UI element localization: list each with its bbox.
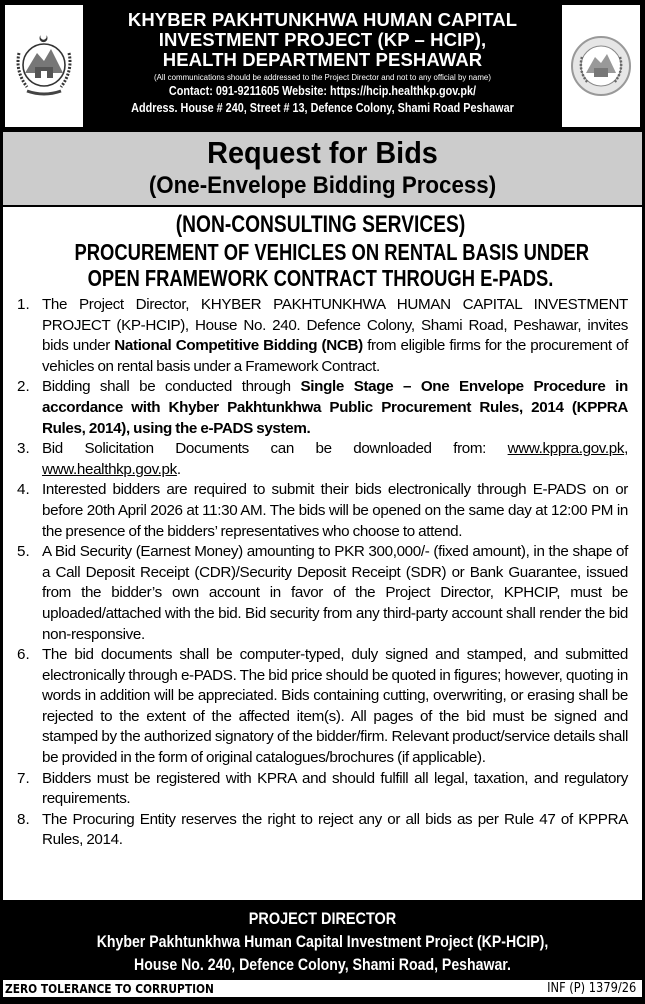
header-text xyxy=(87,3,558,117)
item-number: 3. xyxy=(17,440,30,458)
list-item xyxy=(13,810,628,851)
item-text: The bid documents shall be computer-typed, duly signed and stamped, and submitted electronically through e-PADS. The bid price should be quoted in figures; however, quoting in words in addition will be appreciated. Bids containing cutting, overwriting, or erasing shall be rejected to the extent of the affected item(s). All pages of the bid must be signed and stamped by the authorized signatory of the bidder/firm. Relevant product/service details shall be provided in the form of original catalogues/brochures (if applicable). xyxy=(42,646,628,767)
item-number: 1. xyxy=(17,296,30,313)
item-bold-text: Single Stage – One Envelope Procedure in accordance with Khyber Pakhtunkhwa Public Procurement Rules, 2014 (KPPRA Rules, 2014), using the e-PADS system. xyxy=(42,378,628,437)
item-number: 6. xyxy=(17,646,30,664)
communication-note: (All communications should be addressed to the Project Director and not to any official by name) xyxy=(154,72,491,82)
list-item xyxy=(13,439,628,480)
request-for-bids-banner xyxy=(3,131,642,207)
item-text: The Procuring Entity reserves the right to reject any or all bids as per Rule 47 of KPPRA Rules, 2014. xyxy=(42,810,628,849)
org-title-line-1: KHYBER PAKHTUNKHWA HUMAN CAPITAL xyxy=(127,9,518,30)
item-number: 4. xyxy=(17,481,30,499)
item-text: A Bid Security (Earnest Money) amounting to PKR 300,000/- (fixed amount), in the shape of a Call Deposit Receipt (CDR)/Security Deposit Receipt (SDR) or Bank Guarantee, issued from the bidder’s own account in favor of the Project Director, KPHCIP, must be uploaded/attached with the bid. Bid security from any third-party account shall render the bid non-responsive. xyxy=(42,543,628,643)
item-number: 7. xyxy=(17,769,30,787)
signatory-org: Khyber Pakhtunkhwa Human Capital Investment Project (KP-HCIP), xyxy=(96,932,549,951)
list-item xyxy=(13,295,628,377)
footer-band xyxy=(3,901,642,979)
item-text: Interested bidders are required to submit their bids electronically through E-PADS on or before 20th April 2026 at 11:30 AM. The bids will be opened on the same day at 12:00 PM in the presence of the bidders’ representatives who choose to attend. xyxy=(42,481,628,540)
subject-line-1: PROCUREMENT OF VEHICLES ON RENTAL BASIS UNDER xyxy=(74,239,590,265)
kppra-link[interactable]: www.kppra.gov.pk xyxy=(507,440,625,458)
kp-emblem-logo xyxy=(5,5,83,127)
item-text-part: . xyxy=(176,460,181,478)
bottom-strip xyxy=(3,980,642,997)
item-text-part: Bid Solicitation Documents can be downloaded from: xyxy=(42,440,508,458)
item-bold-text: National Competitive Bidding (NCB) xyxy=(114,337,363,355)
signatory-title: PROJECT DIRECTOR xyxy=(248,909,397,928)
item-text xyxy=(42,295,628,377)
banner-title: Request for Bids xyxy=(207,135,438,170)
item-number: 5. xyxy=(17,543,30,561)
health-department-logo xyxy=(562,5,640,127)
item-text-part: from eligible firms for the procurement of vehicles on rental basis under a Framework Contract. xyxy=(42,337,629,375)
list-item xyxy=(13,769,628,810)
item-number: 2. xyxy=(17,378,30,396)
notice-body xyxy=(3,207,642,900)
signatory-address: House No. 240, Defence Colony, Shami Road, Peshawar. xyxy=(134,955,511,974)
emblem-icon xyxy=(11,23,77,109)
list-item xyxy=(13,645,628,769)
anti-corruption-slogan: ZERO TOLERANCE TO CORRUPTION xyxy=(5,981,214,996)
org-title-line-3: HEALTH DEPARTMENT PESHAWAR xyxy=(162,49,483,70)
item-text-part: The Project Director, KHYBER PAKHTUNKHWA HUMAN CAPITAL INVESTMENT PROJECT (KP-HCIP), House No. 240. Defence Colony, Shami Road, Peshawar, invites bids under xyxy=(42,296,628,355)
service-category: (NON-CONSULTING SERVICES) xyxy=(175,211,466,238)
contact-line: Contact: 091-9211605 Website: https://hcip.healthkp.gov.pk/ xyxy=(168,84,477,98)
seal-icon xyxy=(568,23,634,109)
list-item xyxy=(13,542,628,645)
item-text xyxy=(42,439,628,480)
list-item xyxy=(13,377,628,439)
item-text xyxy=(42,377,628,439)
inf-reference: INF (P) 1379/26 xyxy=(546,981,636,996)
service-heading xyxy=(13,211,628,291)
item-text-part: , xyxy=(624,440,628,458)
address-line: Address. House # 240, Street # 13, Defence Colony, Shami Road Peshawar xyxy=(131,101,514,115)
banner-subtitle: (One-Envelope Bidding Process) xyxy=(148,172,497,199)
item-number: 8. xyxy=(17,810,30,828)
healthkp-link[interactable]: www.healthkp.gov.pk xyxy=(42,460,177,478)
header-band xyxy=(3,3,642,129)
item-text-part: Bidding shall be conducted through xyxy=(42,378,301,396)
terms-list xyxy=(13,295,628,851)
subject-line-2: OPEN FRAMEWORK CONTRACT THROUGH E-PADS. xyxy=(87,265,554,291)
org-title-line-2: INVESTMENT PROJECT (KP – HCIP), xyxy=(158,29,487,50)
list-item xyxy=(13,480,628,542)
item-text: Bidders must be registered with KPRA and should fulfill all legal, taxation, and regulatory requirements. xyxy=(42,769,628,808)
